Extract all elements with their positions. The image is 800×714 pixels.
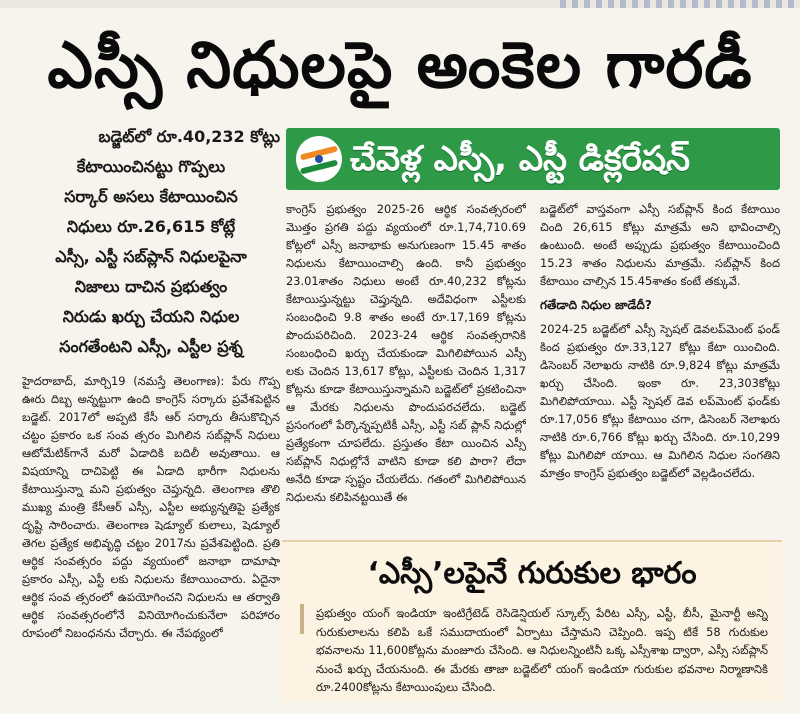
box-body: ప్రభుత్వం యంగ్ ఇండియా ఇంటిగ్రేటెడ్ రెసిడెన్షియల్ స్కూల్స్ పేరిట ఎస్సీ, ఎస్టీ, బీసీ, మైనార్టీ అన్ని గురుకులాలను కలిపి ఒకే సముదాయంలో ఏర్పాటు చేస్తామని చెప్పింది. ఇప్ప టికే 58 గురుకుల భవనాలను 11,600కోట్లను మంజూరు చేసింది. ఆ నిధులన్నింటినీ ఒక్క ఎస్సీశాఖ ద్వారా, ఎస్సీ సబ్‌ప్లాన్ నుంచే ఖర్చు చేయనుంది. ఈ మేరకు తాజా బడ్జెట్‌లో యంగ్ ఇండియా గురుకుల భవనాల నిర్మాణానికి రూ.2400కోట్లను కేటాయింపులు చేసింది. — [316, 606, 768, 694]
deck-line: బడ్జెట్‌లో రూ.40,232 కోట్లు — [98, 127, 280, 146]
sidebar-box — [282, 540, 782, 702]
deck — [22, 122, 280, 362]
decorative-scribble — [560, 0, 800, 8]
paragraph: కాంగ్రెస్ ప్రభుత్వం 2025-26 ఆర్థిక సంవత్సరంలో మొత్తం ప్రగతి పద్దు వ్యయంలో రూ.1,74,710.69 కోట్లలో ఎస్సీ జనాభాకు అనుగుణంగా 15.45 శాతం నిధులను కేటాయించాల్సి ఉంది. కానీ ప్రభుత్వం 23.01శాతం నిధులు అంటే రూ.40,232 కోట్లను కేటాయిస్తున్నట్టు చెప్తున్నది. అదేవిధంగా ఎస్టీలకు సంబంధించి 9.8 శాతం అంటే రూ.17,169 కోట్లను పొందుపరిచింది. 2023-24 ఆర్థిక సంవత్సరానికి సంబంధించి ఖర్చు చేయకుండా మిగిలిపోయిన ఎస్సీ లకు చెందిన 13,617 కోట్లు, ఎస్టీలకు చెందిన 1,317 కోట్లను కూడా కేటాయిస్తున్నామని బడ్జెట్‌లో ప్రకటించినా ఆ మేరకు నిధులను పొందుపరచలేదు. బడ్జెట్ ప్రసంగంలో పేర్కొన్నప్పటికీ ఎస్సీ, ఎస్టీ సబ్ ప్లాన్ నిధుల్లో ప్రత్యేకంగా చూపలేదు. ప్రస్తుతం కేటా యించిన ఎస్సీ సబ్‌ప్లాన్ నిధుల్లోనే వాటిని కూడా కలి పారా? లేదా అనేది కూడా స్పష్టం చేయలేదు. గతంలో మిగిలిపోయిన నిధులను కలిపినట్టయితే ఈ — [286, 202, 526, 504]
article-column-3 — [540, 200, 780, 530]
quote-bar — [300, 604, 304, 634]
deck-line: నిరుడు ఖర్చు చేయని నిధుల — [62, 307, 240, 326]
party-flag-icon — [296, 136, 342, 182]
paragraph: బడ్జెట్‌లో వాస్తవంగా ఎస్సీ సబ్‌ప్లాన్ కింద కేటాయిం చింది 26,615 కోట్లు మాత్రమే అని భావించాల్సి ఉంటుంది. అంటే అప్పుడు ప్రభుత్వం కేటాయించింది 15.23 శాతం నిధులను మాత్రమే. సబ్‌ప్లాన్ కింద కేటాయిం చాల్సిన 15.45శాతం కంటే తక్కువే. — [540, 202, 780, 288]
headline: ఎస్సీ నిధులపై అంకెల గారడీ — [47, 29, 753, 103]
top-strip — [0, 0, 800, 8]
paragraph: 2024-25 బడ్జెట్‌లో ఎస్సీ స్పెషల్ డెవలప్‌మెంట్ ఫండ్ కింద ప్రభుత్వం రూ.33,127 కోట్లు కేటా యించింది. డిసెంబర్ నెలాఖరు నాటికి రూ.9,824 కోట్లు మాత్రమే ఖర్చు చేసింది. ఇంకా రూ. 23,303కోట్లు మిగిలిపోయాయి. ఎస్టీ స్పెషల్ డెవ లప్‌మెంట్ ఫండ్‌కు రూ.17,056 కోట్లు కేటాయిం చగా, డిసెంబర్ నెలాఖరు నాటికి రూ.6,766 కోట్లు ఖర్చు చేసింది. రూ.10,299 కోట్లు మిగిలిపో యాయి. ఆ మిగిలిన నిధుల సంగతిని మాత్రం కాంగ్రెస్ ప్రభుత్వం బడ్జెట్‌లో వెల్లడించలేదు. — [540, 322, 780, 480]
declaration-banner — [286, 128, 780, 190]
subheading: గతేడాది నిధుల జాడేదీ? — [540, 298, 652, 312]
article-column-2 — [286, 200, 526, 530]
deck-line: సంగతేంటని ఎస్సీ, ఎస్టీల ప్రశ్న — [59, 337, 243, 356]
article-column-1 — [22, 372, 280, 698]
deck-line: ఎస్సీ, ఎస్టీ సబ్‌ప్లాన్ నిధులపైనా — [55, 247, 247, 266]
paragraph: హైదరాబాద్, మార్చి19 (నమస్తే తెలంగాణ): పేరు గొప్ప ఊరు దిబ్బ అన్నట్టుగా ఉంది కాంగ్రెస్ సర్కారు ప్రవేశపెట్టిన బడ్జెట్. 2017లో అప్పటి కేసీ ఆర్ సర్కారు తీసుకొచ్చిన చట్టం ప్రకారం ఒక సంవ త్సరం మిగిలిన సబ్‌ప్లాన్ నిధులు ఆటోమేటిక్‌గానే మరో ఏడాదికి బదిలీ అవుతాయి. ఆ విషయాన్ని దాచిపెట్టి ఈ ఏడాది భారీగా నిధులను కేటాయిస్తున్నా మని ప్రభుత్వం చెప్తున్నది. తెలంగాణ తొలి ముఖ్య మంత్రి కేసీఆర్ ఎస్సీ, ఎస్టీల అభ్యున్నతిపై ప్రత్యేక దృష్టి సారించారు. తెలంగాణ షెడ్యూల్ కులాలు, షెడ్యూల్ తెగల ప్రత్యేక అభివృద్ధి చట్టం 2017ను ప్రవేశపెట్టింది. ప్రతి ఆర్థిక సంవత్సరం పద్దు వ్యయంలో జనాభా దామాషా ప్రకారం ఎస్సీ, ఎస్టీ లకు నిధులను కేటాయించారు. ఏదైనా ఆర్థిక సంవ త్సరంలో ఉపయోగించని నిధులను ఆ తర్వాతి ఆర్థిక సంవత్సరంలోనే వినియోగించుకునేలా పరిహారం రూపంలో నిబంధనను చేర్చారు. ఈ నేపథ్యంలో — [22, 374, 280, 640]
deck-line: సర్కార్ అసలు కేటాయించిన — [64, 187, 238, 206]
deck-line: నిధులు రూ.26,615 కోట్లే — [66, 217, 236, 236]
banner-title: చేవెళ్ల ఎస్సీ, ఎస్టీ డిక్లరేషన్ — [350, 139, 690, 179]
deck-line: కేటాయించినట్టు గొప్పలు — [76, 157, 226, 176]
box-title: ‘ఎస్సీ’లపైనే గురుకుల భారం — [367, 556, 697, 591]
deck-line: నిజాలు దాచిన ప్రభుత్వం — [74, 277, 228, 296]
